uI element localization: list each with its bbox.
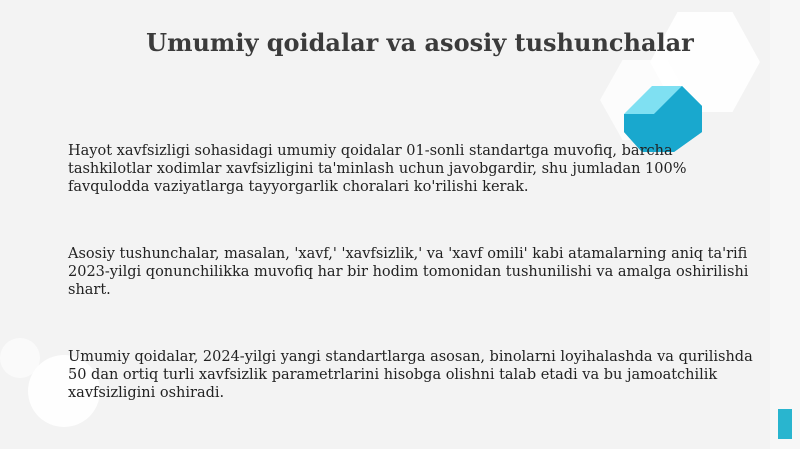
accent-bar — [778, 409, 792, 439]
paragraph-2: Asosiy tushunchalar, masalan, 'xavf,' 'xavfsizlik,' va 'xavf omili' kabi atamalarning aniq ta'rifi 2023-yilgi qonunchilikka muvofiq har bir hodim tomonidan tushunilishi va amalga oshirilishi shart. — [68, 245, 749, 298]
paragraph-1: Hayot xavfsizligi sohasidagi umumiy qoidalar 01-sonli standartga muvofiq, barcha tashkilotlar xodimlar xavfsizligini ta'minlash uchun javobgardir, shu jumladan 100% favqulodda vaziyatlarga tayyorgarlik choralari ko'rilishi kerak. — [68, 142, 687, 195]
slide-title-text: Umumiy qoidalar va asosiy tushunchalar — [146, 28, 694, 57]
decorative-strip — [770, 0, 800, 449]
paragraph-3: Umumiy qoidalar, 2024-yilgi yangi standartlarga asosan, binolarni loyihalashda va qurilishda 50 dan ortiq turli xavfsizlik parametrlarini hisobga olishni talab etadi va bu jamoatchilik xavfsizligini oshiradi. — [68, 348, 753, 401]
slide-title — [0, 28, 800, 57]
